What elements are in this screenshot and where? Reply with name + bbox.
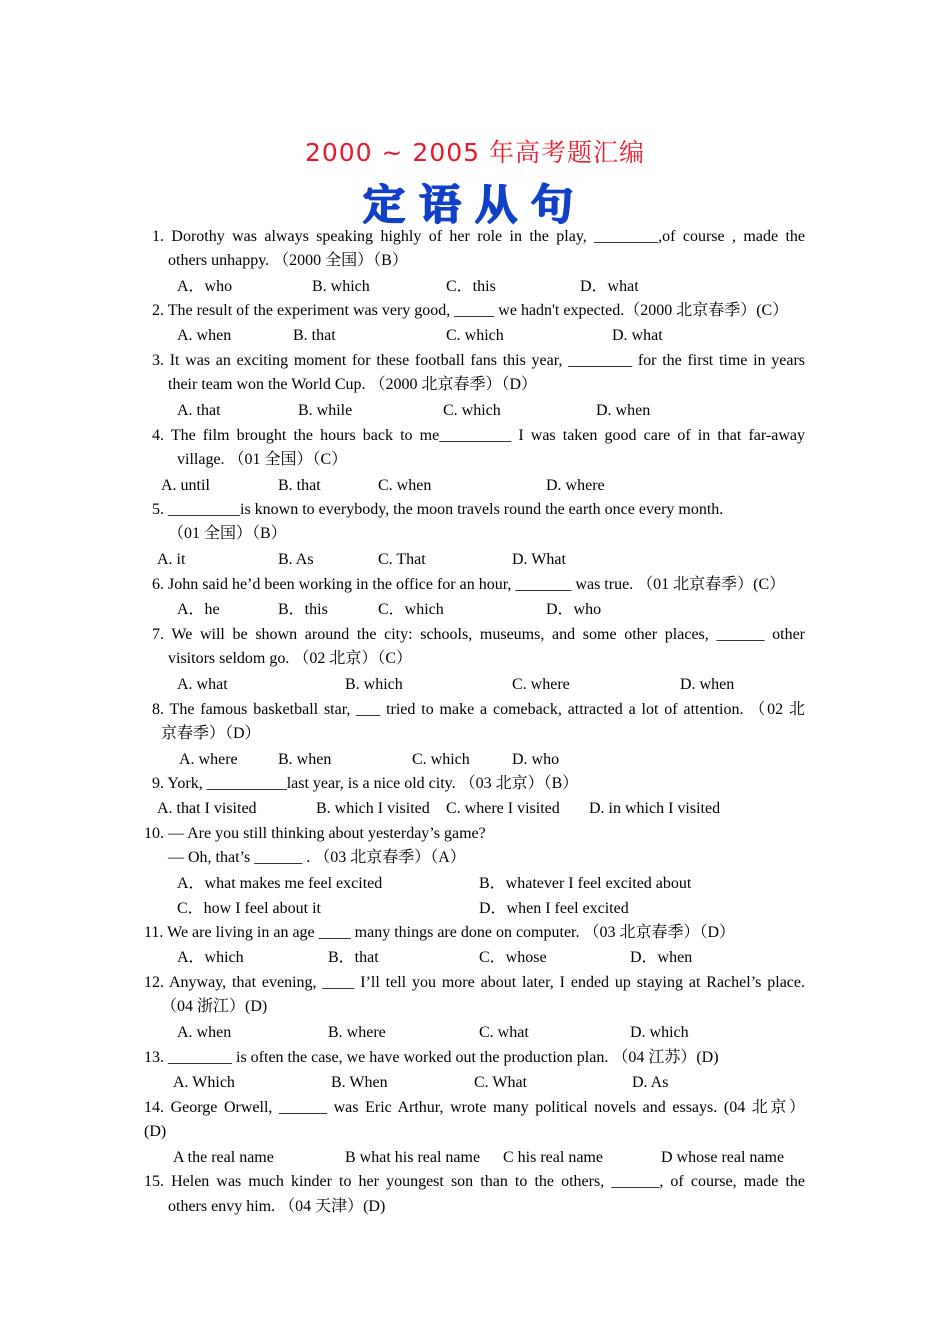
question-4-option-b: B. that [278,477,321,494]
question-9-line-1: 9. York, __________last year, is a nice old city. （03 北京）（B） [152,775,579,792]
page-subtitle: 定语从句 [362,180,587,229]
question-4-line-2: village. （01 全国）（C） [177,451,348,468]
question-14-option-b: B what his real name [345,1149,481,1166]
question-4-option-d: D. where [546,477,605,494]
question-3-line-1: 3. It was an exciting moment for these football fans this year, ________ for the first time in years [152,352,805,369]
question-10-line-2: — Oh, that’s ______ . （03 北京春季）（A） [168,849,466,866]
question-11-line-1: 11. We are living in an age ____ many things are done on computer. （03 北京春季）（D） [144,924,736,941]
question-14-line-2: (D) [144,1123,167,1140]
question-3-option-a: A. that [177,402,221,419]
question-1-line-2: others unhappy. （2000 全国）（B） [168,252,408,269]
question-9-option-a: A. that I visited [157,800,257,817]
question-10-line-1: 10. — Are you still thinking about yesterday’s game? [144,825,486,842]
question-2-option-d: D. what [612,327,663,344]
question-8-line-1: 8. The famous basketball star, ___ tried to make a comeback, attracted a lot of attention. （02 北 [152,701,805,718]
question-10-option-c: C．how I feel about it [177,900,321,917]
question-12-option-a: A. when [177,1024,232,1041]
question-9-option-b: B. which I visited [316,800,430,817]
question-5-line-2: （01 全国）（B） [168,525,287,542]
question-15-line-1: 15. Helen was much kinder to her youngest son than to the others, ______, of course, made the [144,1173,805,1190]
question-2-option-c: C. which [446,327,504,344]
question-7-line-1: 7. We will be shown around the city: schools, museums, and some other places, ______ other [152,626,805,643]
question-15-line-2: others envy him. （04 天津）(D) [168,1198,386,1215]
question-13-line-1: 13. ________ is often the case, we have worked out the production plan. （04 江苏）(D) [144,1049,719,1066]
question-12-option-b: B. where [328,1024,386,1041]
question-13-option-c: C. What [474,1074,528,1091]
question-7-line-2: visitors seldom go. （02 北京）（C） [168,650,413,667]
question-11-option-b: B．that [328,949,379,966]
question-3-option-c: C. which [443,402,501,419]
question-9-option-d: D. in which I visited [589,800,721,817]
question-1-option-a: A．who [177,278,233,295]
question-4-option-a: A. until [161,477,210,494]
question-6-option-b: B．this [278,601,328,618]
question-5-line-1: 5. _________is known to everybody, the moon travels round the earth once every month. [152,501,724,518]
question-12-line-2: （04 浙江）(D) [161,998,268,1015]
question-3-option-d: D. when [596,402,651,419]
question-2-option-b: B. that [293,327,336,344]
question-6-option-a: A．he [177,601,220,618]
question-2-option-a: A. when [177,327,232,344]
question-8-option-d: D. who [512,751,560,768]
question-1-option-c: C．this [446,278,496,295]
question-12-option-c: C. what [479,1024,529,1041]
question-4-option-c: C. when [378,477,432,494]
question-13-option-b: B. When [331,1074,388,1091]
page-title: 2000 ~ 2005 年高考题汇编 [304,138,646,167]
question-14-line-1: 14. George Orwell, ______ was Eric Arthur, wrote many political novels and essays. (04 北京） [144,1099,805,1116]
question-9-option-c: C. where I visited [446,800,560,817]
question-11-option-d: D．when [630,949,693,966]
question-2-line-1: 2. The result of the experiment was very good, _____ we hadn't expected.（2000 北京春季）(C） [152,302,789,319]
question-7-option-c: C. where [512,676,570,693]
question-8-line-2: 京春季）（D） [161,725,261,742]
question-1-option-b: B. which [312,278,370,295]
question-6-option-c: C．which [378,601,444,618]
question-8-option-a: A. where [179,751,238,768]
question-10-option-a: A．what makes me feel excited [177,875,383,892]
question-13-option-a: A. Which [173,1074,235,1091]
question-6-line-1: 6. John said he’d been working in the office for an hour, _______ was true. （01 北京春季）(C） [152,576,786,593]
question-3-line-2: their team won the World Cup. （2000 北京春季）（D） [168,376,538,393]
question-5-option-c: C. That [378,551,426,568]
question-7-option-d: D. when [680,676,735,693]
question-11-option-a: A．which [177,949,244,966]
question-7-option-a: A. what [177,676,228,693]
question-12-option-d: D. which [630,1024,689,1041]
question-7-option-b: B. which [345,676,403,693]
question-6-option-d: D．who [546,601,602,618]
question-14-option-d: D whose real name [661,1149,785,1166]
question-5-option-b: B. As [278,551,314,568]
question-1-option-d: D．what [580,278,639,295]
question-1-line-1: 1. Dorothy was always speaking highly of her role in the play, ________,of course , made the [152,228,805,245]
question-8-option-b: B. when [278,751,332,768]
question-10-option-b: B．whatever I feel excited about [479,875,692,892]
question-4-line-1: 4. The film brought the hours back to me_________ I was taken good care of in that far-away [152,427,805,444]
question-10-option-d: D．when I feel excited [479,900,629,917]
question-5-option-d: D. What [512,551,566,568]
question-13-option-d: D. As [632,1074,669,1091]
question-8-option-c: C. which [412,751,470,768]
question-5-option-a: A. it [157,551,186,568]
question-14-option-c: C his real name [503,1149,603,1166]
question-11-option-c: C．whose [479,949,547,966]
question-12-line-1: 12. Anyway, that evening, ____ I’ll tell you more about later, I ended up staying at Rachel’s place. [144,974,805,991]
question-14-option-a: A the real name [173,1149,274,1166]
question-3-option-b: B. while [298,402,353,419]
